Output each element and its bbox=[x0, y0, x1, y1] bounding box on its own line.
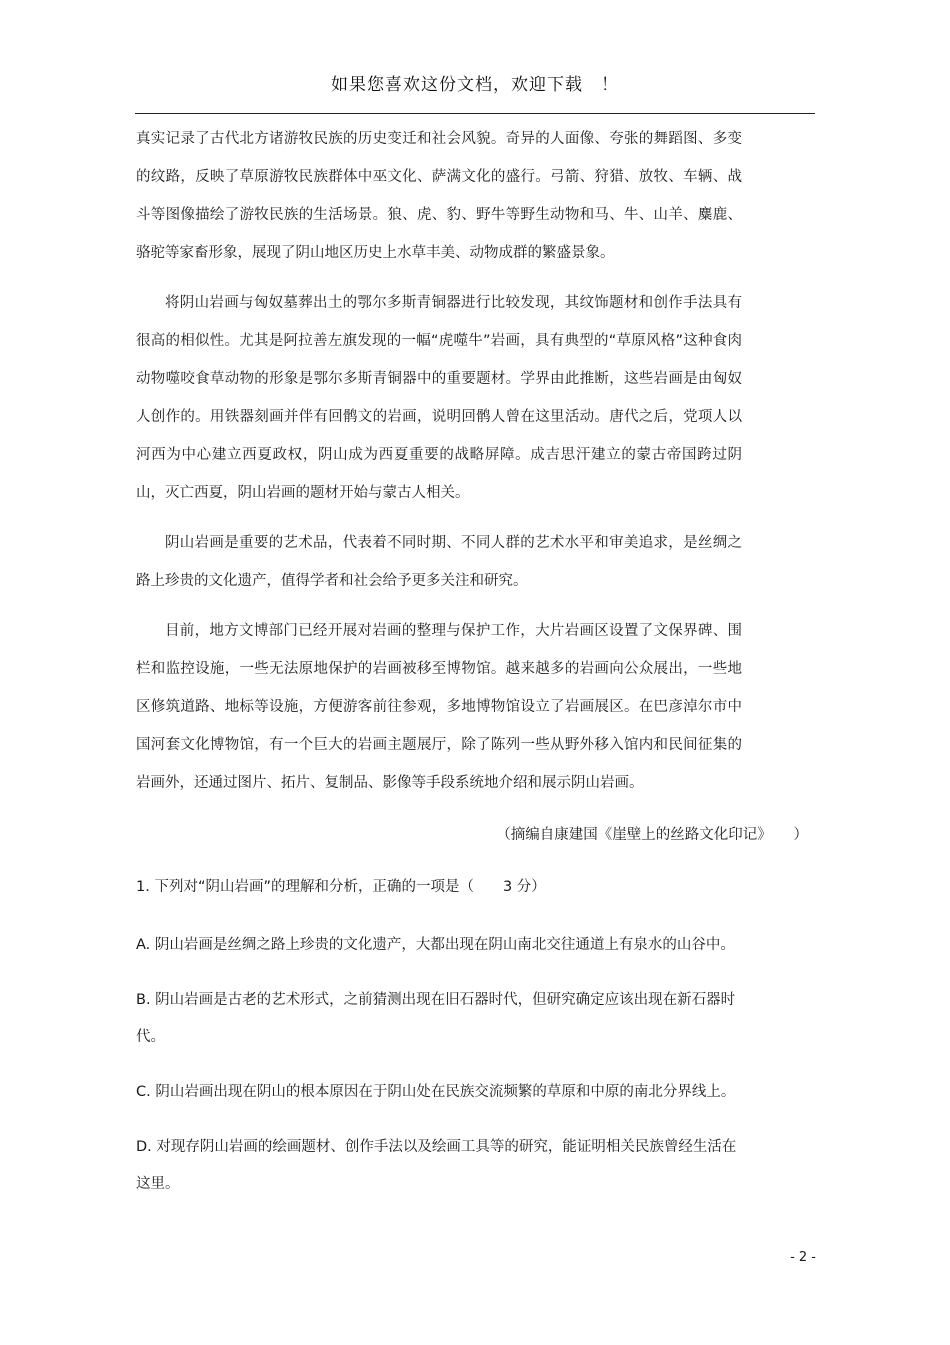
question-stem: 1. 下列对“阴山岩画”的理解和分析，正确的一项是（ 3 分） bbox=[136, 879, 546, 895]
passage-paragraph-4: 目前，地方文博部门已经开展对岩画的整理与保护工作，大片岩画区设置了文保界碑、围栏和监控设施，一些无法原地保护的岩画被移至博物馆。越来越多的岩画向公众展出，一些地区修筑道路、地标等设施，方便游客前往参观，多地博物馆设立了岩画展区。在巴彦淖尔市中国河套文化博物馆，有一个巨大的岩画主题展厅，除了陈列一些从野外移入馆内和民间征集的岩画外，还通过图片、拓片、复制品、影像等手段系统地介绍和展示阴山岩画。 bbox=[136, 623, 742, 791]
page-number: - 2 - bbox=[790, 1250, 816, 1265]
option-c: C. 阴山岩画出现在阴山的根本原因在于阴山处在民族交流频繁的草原和中原的南北分界线上。 bbox=[136, 1084, 736, 1100]
option-d: D. 对现存阴山岩画的绘画题材、创作手法以及绘画工具等的研究，能证明相关民族曾经生活在这里。 bbox=[136, 1139, 737, 1192]
passage-paragraph-3: 阴山岩画是重要的艺术品，代表着不同时期、不同人群的艺术水平和审美追求，是丝绸之路上珍贵的文化遗产，值得学者和社会给予更多关注和研究。 bbox=[136, 535, 742, 589]
passage-paragraph-2: 将阴山岩画与匈奴墓葬出土的鄂尔多斯青铜器进行比较发现，其纹饰题材和创作手法具有很高的相似性。尤其是阿拉善左旗发现的一幅“虎噬牛”岩画，具有典型的“草原风格”这种食肉动物噬咬食草动物的形象是鄂尔多斯青铜器中的重要题材。学界由此推断，这些岩画是由匈奴人创作的。用铁器刻画并伴有回鹘文的岩画，说明回鹘人曾在这里活动。唐代之后，党项人以河西为中心建立西夏政权，阴山成为西夏重要的战略屏障。成吉思汗建立的蒙古帝国跨过阴山，灭亡西夏，阴山岩画的题材开始与蒙古人相关。 bbox=[136, 295, 742, 501]
question-block bbox=[136, 873, 746, 1221]
passage-source: （摘编自康建国《崖壁上的丝路文化印记》 ） bbox=[496, 827, 808, 843]
header-divider bbox=[135, 113, 815, 114]
passage bbox=[136, 120, 742, 814]
page-header: 如果您喜欢这份文档，欢迎下载 ！ bbox=[331, 75, 619, 95]
passage-paragraph-1: 真实记录了古代北方诸游牧民族的历史变迁和社会风貌。奇异的人面像、夸张的舞蹈图、多变的纹路，反映了草原游牧民族群体中巫文化、萨满文化的盛行。弓箭、狩猎、放牧、车辆、战斗等图像描绘了游牧民族的生活场景。狼、虎、豹、野牛等野生动物和马、牛、山羊、麋鹿、骆驼等家畜形象，展现了阴山地区历史上水草丰美、动物成群的繁盛景象。 bbox=[136, 131, 742, 261]
option-b: B. 阴山岩画是古老的艺术形式，之前猜测出现在旧石器时代，但研究确定应该出现在新石器时代。 bbox=[136, 992, 736, 1045]
option-a: A. 阴山岩画是丝绸之路上珍贵的文化遗产，大都出现在阴山南北交往通道上有泉水的山谷中。 bbox=[136, 937, 735, 953]
